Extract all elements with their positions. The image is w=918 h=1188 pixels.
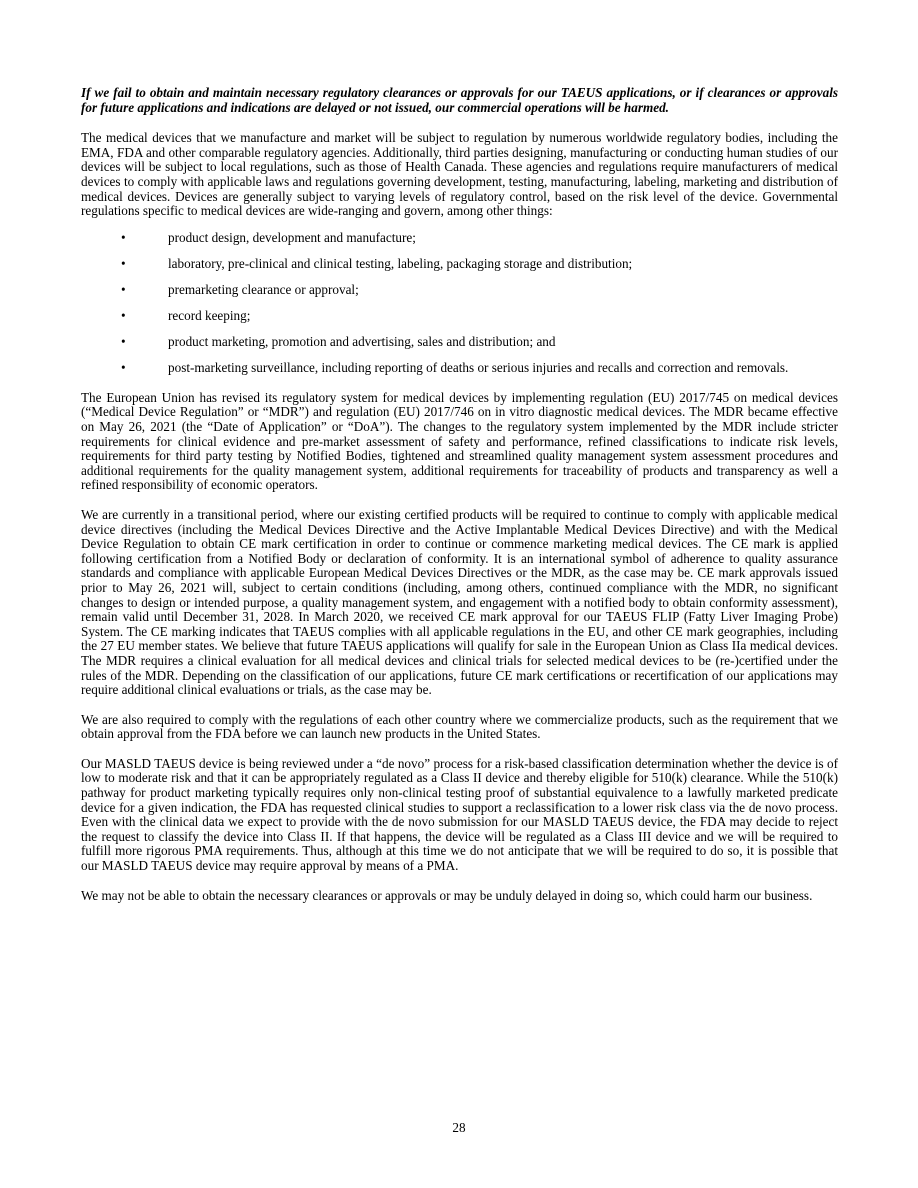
- list-item-text: post-marketing surveillance, including reporting of deaths or serious injuries and recalls and correction and removals.: [168, 360, 789, 376]
- list-item: [81, 257, 838, 272]
- list-item: [81, 283, 838, 298]
- bullet-icon: •: [121, 360, 126, 376]
- risk-factor-heading: If we fail to obtain and maintain necessary regulatory clearances or approvals for our TAEUS applications, or if clearances or approvals for future applications and indications are delayed or not issued, our commercial operations will be harmed.: [81, 85, 838, 115]
- page-number: 28: [452, 1120, 466, 1135]
- list-item-text: laboratory, pre-clinical and clinical testing, labeling, packaging storage and distribution;: [168, 255, 633, 271]
- de-novo-paragraph: Our MASLD TAEUS device is being reviewed under a “de novo” process for a risk-based classification determination whether the device is of low to moderate risk and that it can be appropriately regulated as a Class II device and thereby eligible for 510(k) clearance. While the 510(k) pathway for product marketing typically requires only non-clinical testing proof of substantial equivalence to a lawfully marketed predicate device for a given indication, the FDA has requested clinical studies to support a reclassification to a lower risk class via the de novo process. Even with the clinical data we expect to provide with the de novo submission for our MASLD TAEUS device, the FDA may decide to reject the request to classify the device into Class II. If that happens, the device will be regulated as a Class III device and we will be required to fulfill more rigorous PMA requirements. Thus, although at this time we do not anticipate that we will be required to do so, it is possible that our MASLD TAEUS device may require approval by means of a PMA.: [81, 755, 838, 874]
- list-item-text: premarketing clearance or approval;: [168, 281, 359, 297]
- list-item: [81, 231, 838, 246]
- closing-paragraph: We may not be able to obtain the necessary clearances or approvals or may be unduly delayed in doing so, which could harm our business.: [81, 887, 813, 903]
- list-item: [81, 361, 838, 376]
- bullet-icon: •: [121, 308, 126, 324]
- bullet-icon: •: [121, 229, 126, 245]
- eu-mdr-paragraph: The European Union has revised its regulatory system for medical devices by implementing regulation (EU) 2017/745 on medical devices (“Medical Device Regulation” or “MDR”) and regulation (EU) 2017/746 on in vitro diagnostic medical devices. The MDR became effective on May 26, 2021 (the “Date of Application” or “DoA”). The changes to the regulatory system implemented by the MDR include stricter requirements for clinical evidence and pre-market assessment of safety and performance, refined classifications to indicate risk levels, requirements for third party testing by Notified Bodies, tightened and streamlined quality management system assessment procedures and additional requirements for the quality management system, additional requirements for traceability of products and transparency as well a refined responsibility of economic operators.: [81, 389, 838, 493]
- bullet-icon: •: [121, 255, 126, 271]
- list-item: [81, 309, 838, 324]
- bullet-icon: •: [121, 281, 126, 297]
- list-item-text: product design, development and manufacture;: [168, 229, 416, 245]
- intro-paragraph: The medical devices that we manufacture and market will be subject to regulation by numerous worldwide regulatory bodies, including the EMA, FDA and other comparable regulatory agencies. Additionally, third parties designing, manufacturing or conducting human studies of our devices will be subject to local regulations, such as those of Health Canada. These agencies and regulations require manufacturers of medical devices to comply with applicable laws and regulations governing development, testing, manufacturing, labeling, marketing and distribution of medical devices. Devices are generally subject to varying levels of regulatory control, based on the risk level of the device. Governmental regulations specific to medical devices are wide-ranging and govern, among other things:: [81, 130, 838, 219]
- list-item: [81, 335, 838, 350]
- list-item-text: record keeping;: [168, 308, 251, 324]
- document-page: [81, 86, 838, 918]
- country-regulations-paragraph: We are also required to comply with the regulations of each other country where we commercialize products, such as the requirement that we obtain approval from the FDA before we can launch new products in the United States.: [81, 711, 838, 742]
- list-item-text: product marketing, promotion and advertising, sales and distribution; and: [168, 334, 556, 350]
- bullet-icon: •: [121, 334, 126, 350]
- transitional-period-paragraph: We are currently in a transitional period, where our existing certified products will be required to continue to comply with applicable medical device directives (including the Medical Devices Directive and the Active Implantable Medical Devices Directive) and with the Medical Device Regulation to obtain CE mark certification in order to continue or commence marketing medical devices. The CE mark is applied following certification from a Notified Body or declaration of conformity. It is an international symbol of adherence to quality assurance standards and compliance with applicable European Medical Devices Directives or the MDR, as the case may be. CE mark approvals issued prior to May 26, 2021 will, subject to certain conditions (including, among others, continued compliance with the MDR, no significant changes to design or intended purpose, a quality management system, and engagement with a notified body to obtain conformity assessment), remain valid until December 31, 2028. In March 2020, we received CE mark approval for our TAEUS FLIP (Fatty Liver Imaging Probe) System. The CE marking indicates that TAEUS complies with all applicable regulations in the EU, and other CE mark geographies, including the 27 EU member states. We believe that future TAEUS applications will qualify for sale in the European Union as Class IIa medical devices. The MDR requires a clinical evaluation for all medical devices and clinical trials for selected medical devices to be (re-)certified under the rules of the MDR. Depending on the classification of our applications, future CE mark certifications or recertification of our applications may require additional clinical evaluations or trials, as the case may be.: [81, 506, 838, 698]
- regulated-activities-list: [81, 231, 838, 376]
